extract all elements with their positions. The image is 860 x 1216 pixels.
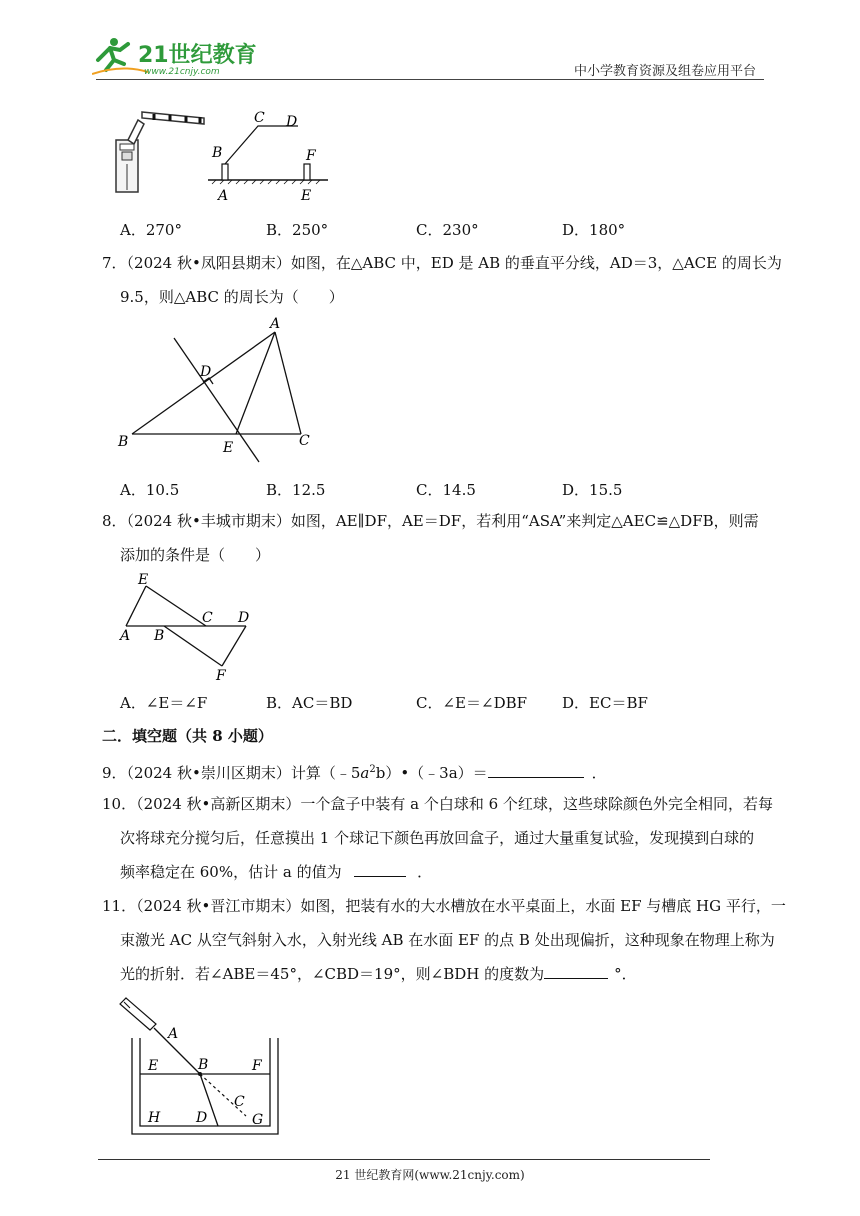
q6-label-b: B — [212, 145, 223, 161]
q6-option-b[interactable]: B．250° — [266, 221, 329, 239]
q6-option-c[interactable]: C．230° — [416, 221, 479, 239]
q8-label-d: D — [238, 610, 250, 626]
q11-line3-suffix: °． — [614, 965, 637, 983]
q10-stem-line2: 次将球充分搅匀后，任意摸出 1 个球记下颜色再放回盒子，通过大量重复试验，发现摸到白球的 — [120, 829, 755, 847]
q7-label-e: E — [223, 440, 234, 456]
q8-label-f: F — [216, 668, 226, 680]
laser-pen-icon — [120, 998, 156, 1030]
platform-name: 中小学教育资源及组卷应用平台 — [573, 64, 756, 79]
q6-figure — [108, 104, 348, 208]
q10-stem-line3 — [120, 862, 432, 882]
q7-option-a[interactable]: A．10.5 — [120, 481, 180, 499]
q11-stem-line1: 11．（2024 秋•晋江市期末）如图，把装有水的大水槽放在水平桌面上，水面 EF 与槽底 HG 平行，一 — [102, 897, 786, 915]
q7-figure — [114, 314, 324, 468]
footer-divider — [98, 1159, 710, 1160]
q9-exponent: 2 — [369, 764, 376, 775]
q9-suffix: ． — [591, 764, 607, 782]
site-logo — [92, 34, 262, 78]
q10-line3-prefix: 频率稳定在 60%，估计 a 的值为 — [120, 863, 342, 881]
q11-label-b: B — [198, 1057, 209, 1073]
q9-rest: b）•（﹣3a）＝ — [375, 764, 488, 782]
q11-figure — [114, 994, 294, 1144]
q7-stem-line1: 7．（2024 秋•凤阳县期末）如图，在△ABC 中，ED 是 AB 的垂直平分线，AD＝3，△ACE 的周长为 — [102, 254, 782, 272]
q6-label-a: A — [218, 188, 229, 204]
q7-label-c: C — [299, 433, 310, 449]
q11-answer-blank[interactable] — [544, 964, 608, 979]
q8-label-c: C — [202, 610, 213, 626]
q6-label-f: F — [306, 148, 316, 164]
q7-label-b: B — [118, 434, 129, 450]
q8-option-a[interactable]: A．∠E＝∠F — [120, 694, 208, 712]
q8-figure — [114, 570, 264, 684]
q11-stem-line2: 束激光 AC 从空气斜射入水，入射光线 AB 在水面 EF 的点 B 处出现偏折，这种现象在物理上称为 — [120, 931, 775, 949]
q7-stem-line2: 9.5，则△ABC 的周长为（ ） — [120, 288, 344, 306]
q8-label-a: A — [120, 628, 131, 644]
q8-stem-line1: 8．（2024 秋•丰城市期末）如图，AE∥DF，AE＝DF，若利用“ASA”来判定△AEC≌△DFB，则需 — [102, 512, 759, 530]
barrier-gate-photo — [116, 112, 204, 192]
q11-label-g: G — [252, 1112, 264, 1128]
q7-option-b[interactable]: B．12.5 — [266, 481, 326, 499]
header-divider — [96, 79, 764, 80]
q9-prefix: 9．（2024 秋•崇川区期末）计算（﹣5 — [102, 764, 361, 782]
q8-stem-line2: 添加的条件是（ ） — [120, 546, 271, 564]
q10-stem-line1: 10．（2024 秋•高新区期末）一个盒子中装有 a 个白球和 6 个红球，这些球除颜色外完全相同，若每 — [102, 795, 773, 813]
q9-answer-blank[interactable] — [488, 763, 584, 778]
q8-label-b: B — [154, 628, 165, 644]
q6-option-a[interactable]: A．270° — [120, 221, 182, 239]
q11-label-a: A — [168, 1026, 179, 1042]
q6-label-c: C — [254, 110, 265, 126]
q11-label-c: C — [234, 1094, 245, 1110]
q10-line3-suffix: ． — [417, 863, 433, 881]
q6-label-d: D — [286, 114, 298, 130]
q7-option-c[interactable]: C．14.5 — [416, 481, 476, 499]
q9-var-a: a — [360, 764, 370, 782]
q11-label-f: F — [252, 1058, 262, 1074]
q10-answer-blank[interactable] — [354, 862, 406, 877]
footer-text: 21 世纪教育网(www.21cnjy.com) — [335, 1168, 525, 1182]
q8-option-d[interactable]: D．EC＝BF — [562, 694, 648, 712]
q8-option-b[interactable]: B．AC＝BD — [266, 694, 353, 712]
q7-label-d: D — [200, 364, 212, 380]
q8-option-c[interactable]: C．∠E＝∠DBF — [416, 694, 528, 712]
q6-label-e: E — [301, 188, 312, 204]
logo-text: 21世纪教育 — [138, 43, 257, 68]
q11-line3-prefix: 光的折射．若∠ABE＝45°，∠CBD＝19°，则∠BDH 的度数为 — [120, 965, 545, 983]
q11-stem-line3 — [120, 964, 637, 984]
q9-stem — [102, 760, 607, 783]
gate-diagram — [208, 110, 328, 204]
logo-url: www.21cnjy.com — [144, 67, 220, 77]
q7-label-a: A — [270, 316, 281, 332]
q6-option-d[interactable]: D．180° — [562, 221, 626, 239]
q11-label-h: H — [148, 1110, 161, 1126]
q11-label-d: D — [196, 1110, 208, 1126]
section-heading: 二．填空题（共 8 小题） — [102, 727, 273, 745]
q11-label-e: E — [148, 1058, 159, 1074]
q8-label-e: E — [138, 572, 149, 588]
q7-option-d[interactable]: D．15.5 — [562, 481, 623, 499]
